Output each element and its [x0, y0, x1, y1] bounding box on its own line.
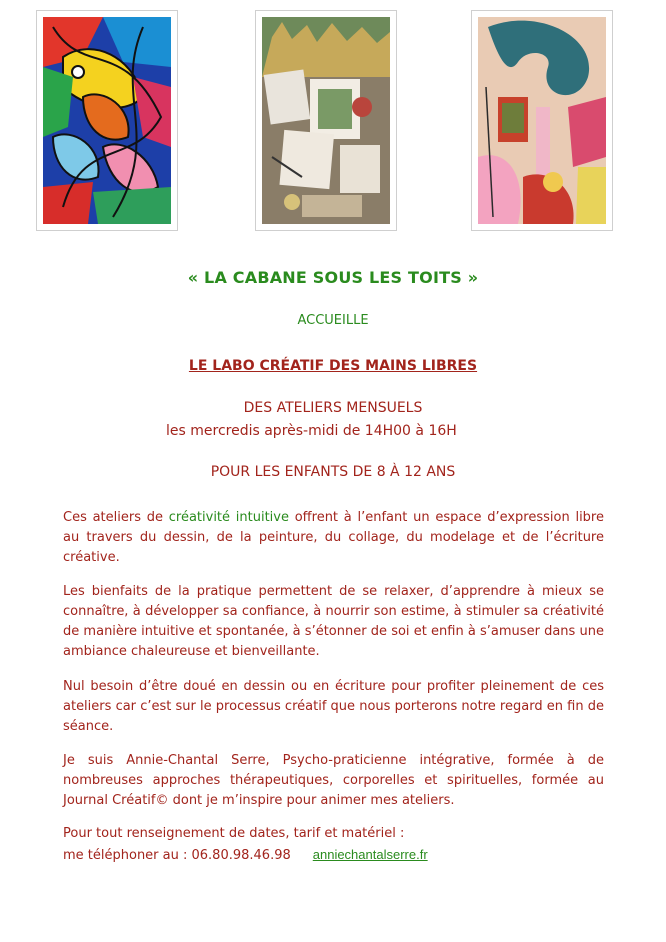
workshop-table-photo	[262, 17, 390, 224]
collage-painting	[478, 17, 606, 224]
workshop-schedule: les mercredis après-midi de 14H00 à 16H	[166, 423, 457, 439]
workshop-name: LE LABO CRÉATIF DES MAINS LIBRES	[188, 358, 478, 374]
abstract-colorful-drawing	[43, 17, 171, 224]
paragraph-no-skill-needed: Nul besoin d’être doué en dessin ou en écriture pour profiter pleinement de ces ateliers car c’est sur le processus créatif que nous porterons notre regard en fin de séance.	[63, 679, 604, 734]
workshop-frequency: DES ATELIERS MENSUELS	[243, 400, 423, 416]
paragraph-about-author: Je suis Annie-Chantal Serre, Psycho-praticienne intégrative, formée à de nombreuses approches thérapeutiques, corporelles et spirituelles, formée au Journal Créatif© dont je m’inspire pour animer mes ateliers.	[63, 753, 604, 808]
website-link[interactable]: anniechantalserre.fr	[312, 847, 428, 862]
artwork-image-2	[255, 10, 397, 231]
contact-phone-line	[63, 847, 428, 863]
image-gallery	[0, 10, 666, 235]
artwork-image-3	[471, 10, 613, 231]
paragraph-intro-start: Ces ateliers de	[63, 510, 169, 525]
subtitle-accueille: ACCUEILLE	[297, 313, 369, 328]
paragraph-intro-end: offrent à l’enfant un espace d’expression libre au travers du dessin, de la peinture, du collage, du modelage et de l’écriture créative.	[63, 510, 604, 565]
target-audience: POUR LES ENFANTS DE 8 À 12 ANS	[210, 464, 456, 480]
contact-info-line: Pour tout renseignement de dates, tarif et matériel :	[63, 826, 405, 841]
phone-number: me téléphoner au : 06.80.98.46.98	[63, 848, 291, 863]
artwork-image-1	[36, 10, 178, 231]
highlight-creativite-intuitive: créativité intuitive	[168, 510, 289, 525]
paragraph-intro	[63, 508, 604, 568]
paragraph-benefits: Les bienfaits de la pratique permettent de se relaxer, d’apprendre à mieux se connaître, à développer sa confiance, à nourrir son estime, à stimuler sa créativité de manière intuitive et spontanée, à s’étonner de soi et enfin à s’amuser dans une ambiance chaleureuse et bienveillante.	[63, 584, 604, 659]
page-title: « LA CABANE SOUS LES TOITS »	[187, 268, 479, 287]
